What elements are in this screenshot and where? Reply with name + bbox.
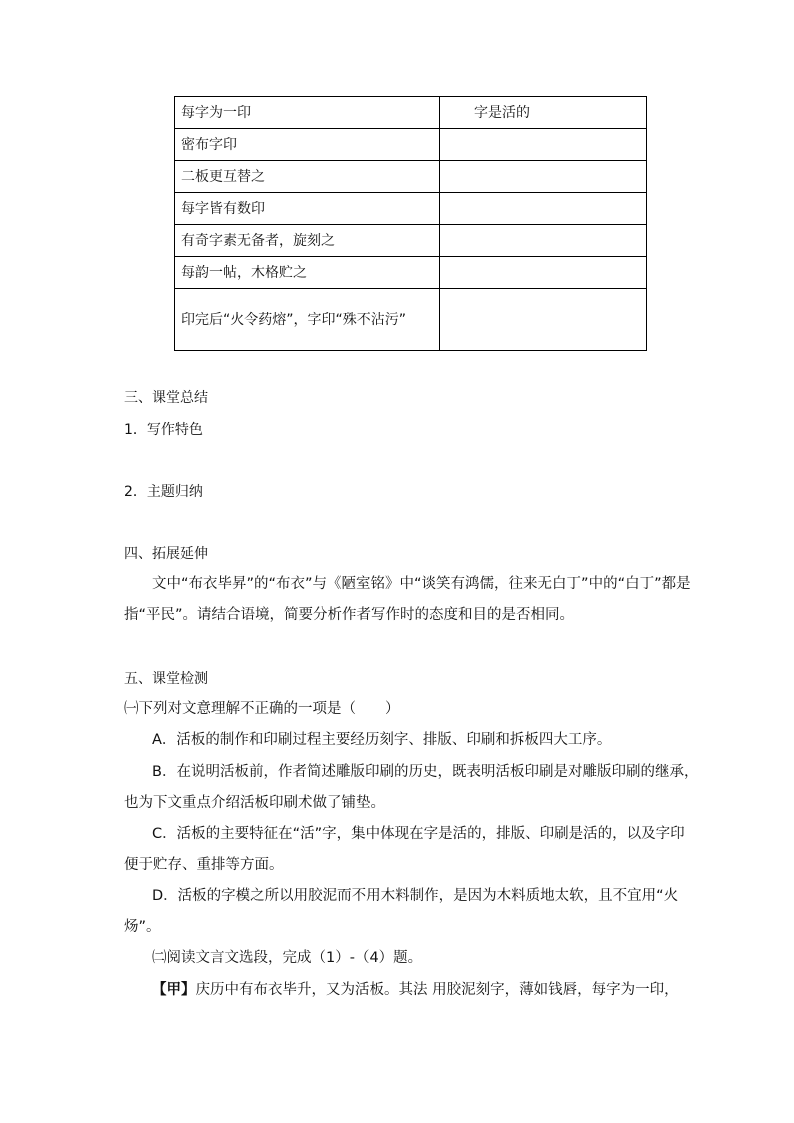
table-row <box>175 161 647 193</box>
table-cell-empty <box>440 129 647 161</box>
quiz-option-c: C．活板的主要特征在“活”字，集中体现在字是活的，排版、印刷是活的，以及字印便于贮存、重排等方面。 <box>124 826 685 873</box>
quiz-option-b: B．在说明活板前，作者简述雕版印刷的历史，既表明活板印刷是对雕版印刷的继承，也为下文重点介绍活板印刷术做了铺垫。 <box>124 764 699 811</box>
table-cell: 密布字印 <box>175 129 440 161</box>
table-cell: 字是活的 <box>440 97 647 129</box>
summary-item-theme: 2．主题归纳 <box>124 484 203 500</box>
table-row <box>175 193 647 225</box>
excerpt-label: 【甲】 <box>152 982 196 998</box>
table-cell-empty <box>440 193 647 225</box>
section-heading-extension: 四、拓展延伸 <box>124 546 208 562</box>
quiz-question-2: ㈡阅读文言文选段，完成（1）-（4）题。 <box>152 950 423 966</box>
table-cell: 每字皆有数印 <box>175 193 440 225</box>
table-row <box>175 97 647 129</box>
table-cell: 有奇字素无备者，旋刻之 <box>175 225 440 257</box>
extension-question: 文中“布衣毕昇”的“布衣”与《陋室铭》中“谈笑有鸿儒，往来无白丁”中的“白丁”都是指“平民”。请结合语境，简要分析作者写作时的态度和目的是否相同。 <box>124 576 691 623</box>
table-row <box>175 289 647 351</box>
classical-text-excerpt <box>124 975 699 1006</box>
table-cell-empty <box>440 161 647 193</box>
quiz-option-a: A．活板的制作和印刷过程主要经历刻字、排版、印刷和拆板四大工序。 <box>152 732 612 748</box>
table-cell-empty <box>440 225 647 257</box>
table-cell-empty <box>440 289 647 351</box>
excerpt-text: 庆历中有布衣毕升，又为活板。其法 用胶泥刻字，薄如钱唇，每字为一印， <box>195 982 679 998</box>
section-heading-summary: 三、课堂总结 <box>124 390 208 406</box>
table-row <box>175 129 647 161</box>
summary-item-writing-features: 1．写作特色 <box>124 422 203 438</box>
table-cell: 二板更互替之 <box>175 161 440 193</box>
table-row <box>175 225 647 257</box>
comparison-table <box>174 96 647 351</box>
section-heading-quiz: 五、课堂检测 <box>124 671 208 687</box>
quiz-option-d: D．活板的字模之所以用胶泥而不用木料制作，是因为木料质地太软，且不宜用“火炀”。 <box>124 888 679 935</box>
table-cell-empty <box>440 257 647 289</box>
quiz-question-1: ㈠下列对文意理解不正确的一项是（ ） <box>124 701 400 717</box>
table-cell: 每字为一印 <box>175 97 440 129</box>
table-row <box>175 257 647 289</box>
table-cell: 每韵一帖，木格贮之 <box>175 257 440 289</box>
table-cell: 印完后“火令药熔”，字印“殊不沾污” <box>175 289 440 351</box>
